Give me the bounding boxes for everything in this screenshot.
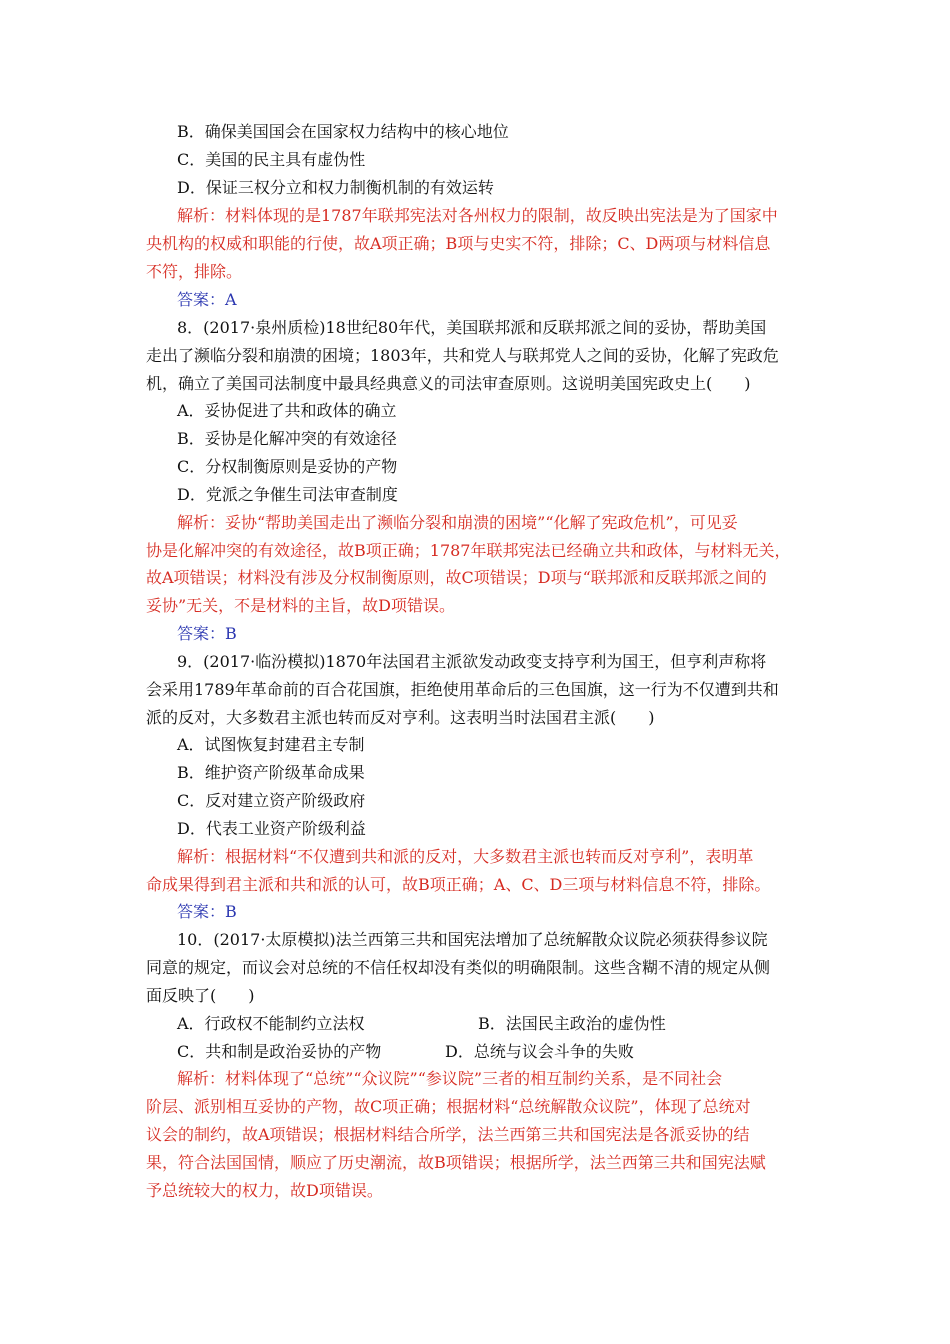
q8-option-d: D．党派之争催生司法审查制度 xyxy=(177,485,398,504)
q10-stem-line-1: 10．(2017·太原模拟)法兰西第三共和国宪法增加了总统解散众议院必须获得参议院 xyxy=(177,930,768,949)
q8-analysis-line-2: 协是化解冲突的有效途径，故B项正确；1787年联邦宪法已经确立共和政体，与材料无关， xyxy=(146,541,791,560)
q9-option-c: C．反对建立资产阶级政府 xyxy=(177,791,366,810)
q8-stem-line-1: 8．(2017·泉州质检)18世纪80年代，美国联邦派和反联邦派之间的妥协，帮助美国 xyxy=(177,318,767,337)
q7-option-c: C．美国的民主具有虚伪性 xyxy=(177,150,366,169)
q8-analysis-line-3: 故A项错误；材料没有涉及分权制衡原则，故C项错误；D项与“联邦派和反联邦派之间的 xyxy=(146,568,767,587)
q8-option-c: C．分权制衡原则是妥协的产物 xyxy=(177,457,398,476)
q9-stem-line-1: 9．(2017·临汾模拟)1870年法国君主派欲发动政变支持亨利为国王，但亨利声称将 xyxy=(177,652,767,671)
q10-analysis-line-2: 阶层、派别相互妥协的产物，故C项正确；根据材料“总统解散众议院”，体现了总统对 xyxy=(146,1097,751,1116)
q7-option-d: D．保证三权分立和权力制衡机制的有效运转 xyxy=(177,178,494,197)
q10-analysis-line-5: 予总统较大的权力，故D项错误。 xyxy=(146,1181,383,1200)
q9-option-a: A．试图恢复封建君主专制 xyxy=(177,735,365,754)
q10-analysis-line-3: 议会的制约，故A项错误；根据材料结合所学，法兰西第三共和国宪法是各派妥协的结 xyxy=(146,1125,750,1144)
q10-stem-line-2: 同意的规定，而议会对总统的不信任权却没有类似的明确限制。这些含糊不清的规定从侧 xyxy=(146,958,771,977)
q10-analysis-line-4: 果，符合法国国情，顺应了历史潮流，故B项错误；根据所学，法兰西第三共和国宪法赋 xyxy=(146,1153,766,1172)
q10-analysis-line-1: 解析：材料体现了“总统”“众议院”“参议院”三者的相互制约关系，是不同社会 xyxy=(177,1069,723,1088)
q8-stem-line-2: 走出了濒临分裂和崩溃的困境；1803年，共和党人与联邦党人之间的妥协，化解了宪政危 xyxy=(146,346,779,365)
q8-answer: 答案：B xyxy=(177,624,237,643)
q10-option-a: A．行政权不能制约立法权 xyxy=(177,1014,365,1033)
q7-analysis-line-2: 央机构的权威和职能的行使，故A项正确；B项与史实不符，排除；C、D两项与材料信息 xyxy=(146,234,771,253)
q7-option-b: B．确保美国国会在国家权力结构中的核心地位 xyxy=(177,122,509,141)
q7-answer: 答案：A xyxy=(177,290,237,309)
q9-analysis-line-2: 命成果得到君主派和共和派的认可，故B项正确；A、C、D三项与材料信息不符，排除。 xyxy=(146,875,771,894)
q10-stem-line-3: 面反映了( ) xyxy=(146,986,255,1005)
q9-option-b: B．维护资产阶级革命成果 xyxy=(177,763,365,782)
q10-option-d: D．总统与议会斗争的失败 xyxy=(445,1042,634,1061)
q9-option-d: D．代表工业资产阶级利益 xyxy=(177,819,366,838)
q7-analysis-line-3: 不符，排除。 xyxy=(146,262,243,281)
q9-analysis-line-1: 解析：根据材料“不仅遭到共和派的反对，大多数君主派也转而反对亨利”，表明革 xyxy=(177,847,754,866)
q10-options-row-2 xyxy=(177,1042,634,1062)
q8-analysis-line-4: 妥协”无关，不是材料的主旨，故D项错误。 xyxy=(146,596,456,615)
q8-option-a: A．妥协促进了共和政体的确立 xyxy=(177,401,397,420)
q9-stem-line-2: 会采用1789年革命前的百合花国旗，拒绝使用革命后的三色国旗，这一行为不仅遭到共和 xyxy=(146,680,779,699)
q8-option-b: B．妥协是化解冲突的有效途径 xyxy=(177,429,397,448)
q7-analysis-line-1: 解析：材料体现的是1787年联邦宪法对各州权力的限制，故反映出宪法是为了国家中 xyxy=(177,206,778,225)
q8-stem-line-3: 机，确立了美国司法制度中最具经典意义的司法审查原则。这说明美国宪政史上( ) xyxy=(146,374,751,393)
q9-answer: 答案：B xyxy=(177,902,237,921)
q9-stem-line-3: 派的反对，大多数君主派也转而反对亨利。这表明当时法国君主派( ) xyxy=(146,708,655,727)
q10-options-row-1 xyxy=(177,1014,666,1034)
q10-option-c: C．共和制是政治妥协的产物 xyxy=(177,1042,382,1061)
q10-option-b: B．法国民主政治的虚伪性 xyxy=(478,1014,666,1033)
q8-analysis-line-1: 解析：妥协“帮助美国走出了濒临分裂和崩溃的困境”“化解了宪政危机”，可见妥 xyxy=(177,513,738,532)
